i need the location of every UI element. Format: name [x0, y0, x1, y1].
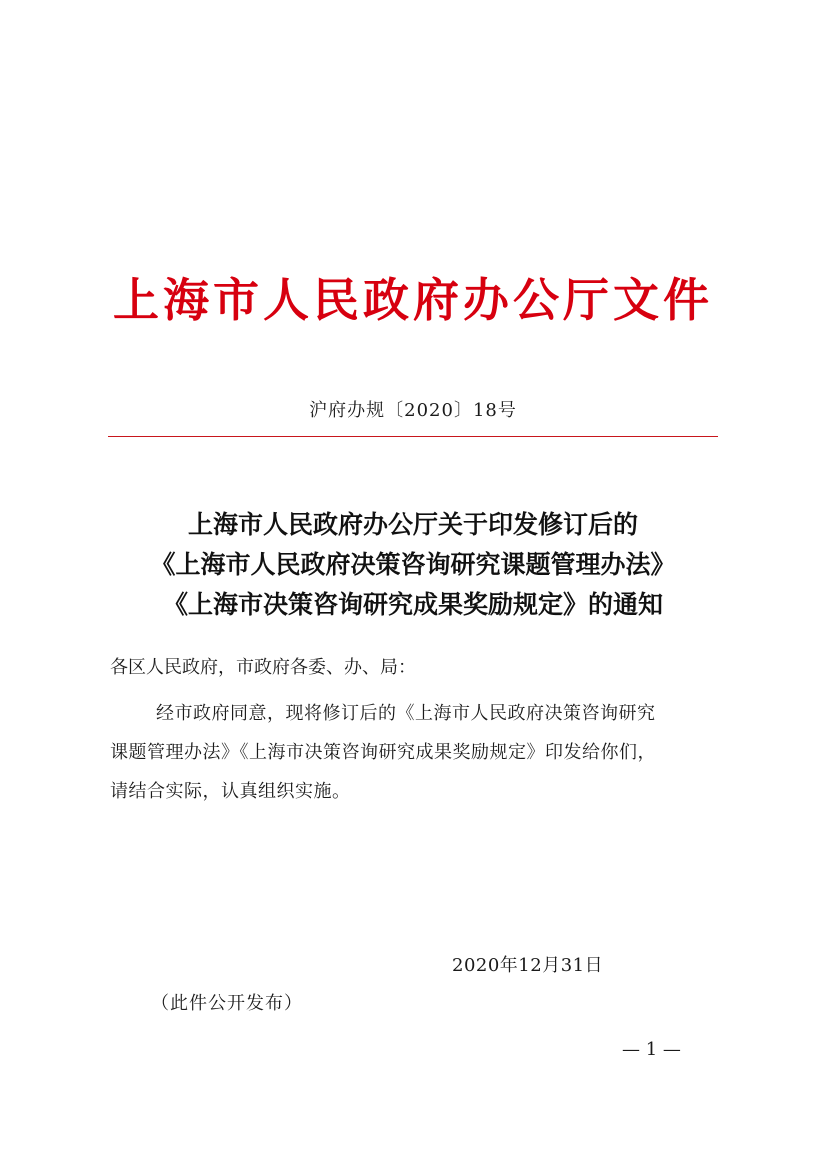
title-line-1: 上海市人民政府办公厅关于印发修订后的: [187, 510, 638, 539]
body-line-2: 课题管理办法》《上海市决策咨询研究成果奖励规定》印发给你们，: [110, 742, 656, 763]
title-line-3: 《上海市决策咨询研究成果奖励规定》的通知: [162, 590, 663, 619]
body-line-3: 请结合实际，认真组织实施。: [110, 781, 351, 802]
body-line-1: 经市政府同意，现将修订后的《上海市人民政府决策咨询研究: [156, 703, 656, 724]
document-title: [0, 505, 826, 625]
document-number: 沪府办规〔2020〕18号: [309, 400, 517, 421]
addressee: 各区人民政府，市政府各委、办、局：: [110, 657, 416, 678]
red-divider-line: [108, 436, 718, 437]
body-paragraph: [110, 694, 722, 811]
page-number: — 1 —: [622, 1039, 681, 1060]
masthead-title: 上海市人民政府办公厅文件: [113, 273, 713, 327]
issue-date: 2020年12月31日: [452, 955, 604, 976]
publication-note: （此件公开发布）: [151, 993, 303, 1014]
title-line-2: 《上海市人民政府决策咨询研究课题管理办法》: [150, 550, 676, 579]
